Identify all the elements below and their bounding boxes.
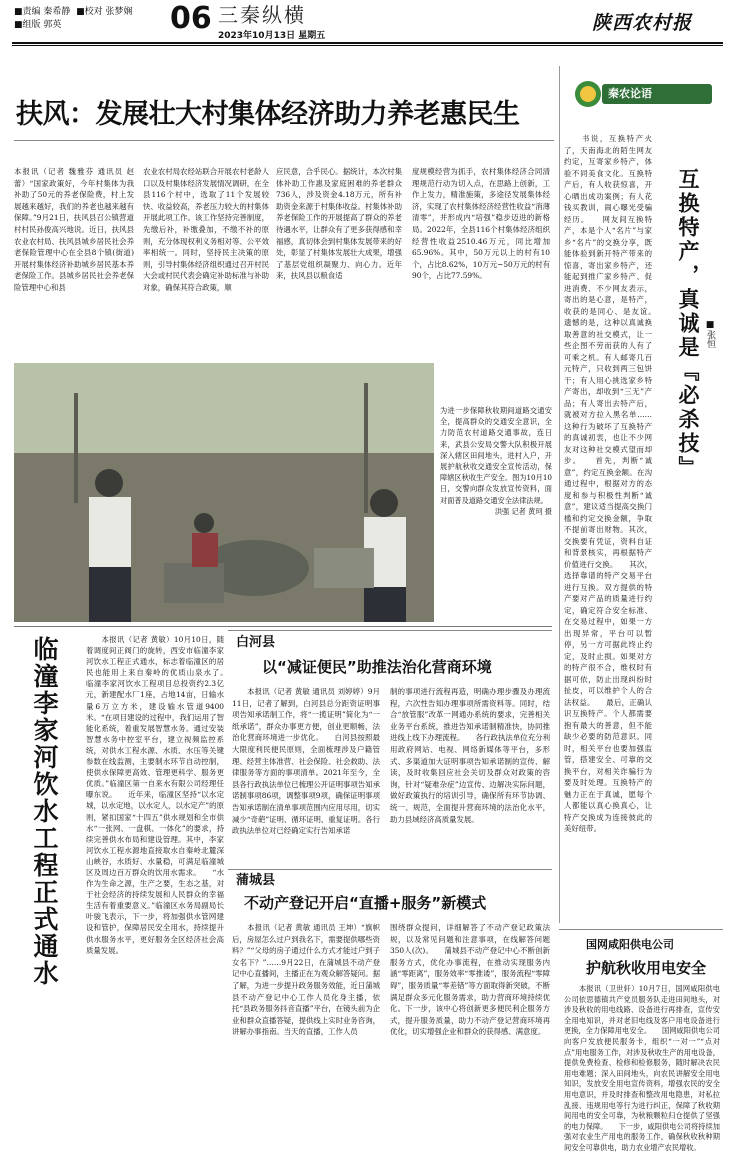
section-title: 三秦纵横 bbox=[218, 3, 306, 27]
lead-col-2: 农业农村局农经站联合开展农村老龄人口以及村集体经济发展情况调研，在全县116个村中，选取了11个发展较快、收益较高，养老压力较大的村集体开展此项工作。该工作坚持完善制度，先缴后补，补缴叠加，不缴不补的原则，充分体现权利义务相对等、公平效率相统一。同时，坚持民主决策的原则，引导村集体经济组织通过召开村民大会或村民代表会确定补助标准与补助对象，确保其符合政策，顺 bbox=[143, 167, 269, 292]
power-company: 国网咸阳供电公司 bbox=[586, 938, 674, 951]
power-topline bbox=[559, 929, 723, 930]
baihe-title: 以“减证便民”助推法治化营商环境 bbox=[262, 658, 492, 676]
column-logo bbox=[570, 78, 716, 110]
pucheng-col-1: 本报讯（记者 黄敏 通讯员 王坤）“旗帜后，房屋怎么过户到我名下，需要提供哪些资料？”“父母的房子通过什么方式才能过户到子女名下？”……9月22日，在蒲城县不动产登记中心直播间，主播正在为观众解答疑问。据了解，为进一步提升政务服务效能，近日蒲城县不动产登记中心工作人员化身主播，依托“县政务服务抖音直播”平台，在镜头前为企业和群众直播答疑，提供线上实时业务咨询，讲解办事指南。当天的直播，工作人员 bbox=[232, 923, 380, 1037]
photo-scene bbox=[14, 363, 434, 622]
power-title: 护航秋收用电安全 bbox=[586, 959, 707, 977]
masthead-rule-thin bbox=[12, 45, 723, 46]
pucheng-county: 蒲城县 bbox=[236, 873, 276, 888]
column-title: 互换特产，真诚是『必杀技』 bbox=[676, 168, 700, 480]
page-number: 06 bbox=[170, 1, 212, 36]
column-logo-text: 秦农论语 bbox=[608, 87, 652, 100]
pucheng-topline bbox=[228, 869, 552, 870]
masthead-rule bbox=[12, 42, 723, 44]
editor-credit: ■责编 秦希静 ■校对 张梦娴 bbox=[14, 7, 133, 17]
paper-name: 陕西农村报 bbox=[592, 12, 693, 34]
photo-caption bbox=[440, 405, 552, 615]
column-body: 书说，互换特产火了，天南海北的陌生网友约定，互寄家乡特产，体验不同美食文化。互换特产后，有人收获惊喜，开心晒出成功案例；有人花钱买教训，闹心曝光受骗经历。 网友间互换特产，本是个人“名片”与家乡“名片”的交换分享，既能体验到新开特产带来的惊喜，寄出家乡特产，还能起到推广家乡特产、促进消费、不少网友表示，寄出的是心意，是特产，收获的是同心、是友谊。 遗憾的是，这种以真诚换取善意的社交模式，让一些企图不劳而获的人有了可乘之机。有人邮寄几百元特产，只收到两三包饼干；有人用心挑选家乡特产寄出，却收到“三无”产品；有人寄出去特产后，就被对方拉入黑名单……这种行为破坏了互换特产的真诚初衷，也让不少网友对这种社交模式望而却步。 首先，判断“诚意”，约定互换金额。在沟通过程中，根据对方的态度和参与积极性判断“诚意”，建议适当提高交换门槛和约定交换金额，争取不提前寄出财物。其次，交换要有凭证，资料自证和背景核实，再根据特产价值进行交换。 其次，选择靠谱的特产交易平台进行互换。双方提供的特产要对产品的质量进行约定，确定符合安全标准、在交易过程中，如果一方出现异常，平台可以暂停，另一方可据此终止约定，及时止损。如果对方的特产很不合，维权时有据可依，防止出现纠纷时扯皮，可以维护个人的合法权益。 最后，正确认识互换特产。个人都需要抱有最大的善意，但不能缺少必要的防范意识。同时，相关平台也要加强监管，搭建安全、可靠的交换平台，对相关诈骗行为要及时处理。互换特产的魅力正在于真诚，愿每个人都能以真心换真心，让特产交换成为连接彼此的美好纽带。 bbox=[564, 134, 667, 833]
caption-credit: 洪强 记者 黄珂 摄 bbox=[494, 506, 552, 516]
baihe-col-1: 本报讯（记者 黄敏 通讯员 刘婷婷）9月11日，记者了解到，白河县总分距资证明事项告知承诺制工作，将“一揽证明”简化为“一纸承诺”，群众办事更方便，创业更顺畅，法治化营商环境进一步优化。 白河县按照最大限度利民便民原则，全面梳理涉及户籍管理、经营主体准营、社会保险、社会救助、法律服务等方面的事项清单。2021年至今，全县各行政执法单位已梳理公开证明事项告知承诺制事项86项，调整事项9项，确保证明事项告知承诺制在清单事项范围内应用尽用，切实减少“奇葩”证明、循环证明、重复证明。各行政执法单位对已经确定实行告知承诺 bbox=[232, 687, 380, 836]
issue-date: 2023年10月13日 星期五 bbox=[218, 31, 326, 41]
design-credit: ■组版 郭英 bbox=[14, 20, 62, 30]
baihe-county: 白河县 bbox=[236, 635, 276, 650]
pucheng-col-2: 围绕群众提问，详细解答了不动产登记政策法规，以及常见问题和注意事项，在线解答问题350人(次)。 蒲城县不动产登记中心不断创新服务方式，优化办事流程，在推动实现服务内涵“零距离”，服务效率“零推诿”，服务流程“零障碍”，服务质量“零差错”等方面取得新突破，不断满足群众多元化服务需求，助力营商环境持续优化。下一步，该中心将创新更多便民利企服务方式，提升服务质量，助力不动产登记营商环境再优化，切实增强企业和群众的获得感、满意度。 bbox=[390, 923, 550, 1037]
power-body: 本报讯（卫世轩）10月7日，国网咸阳供电公司依思德镇共产党员服务队走进田间地头，对涉及秋收的用电线路、设备进行再排查，宣传安全用电知识，并对老旧电线及客户用电设备进行更换，全力保障用电安全。 国网咸阳供电公司向客户发放便民服务卡，组织“一对一”“点对点”用电服务工作，对涉及秋收生产的用电设备，提供免费检查、检修和检修服务，随时解决农民用电难题；深入田间地头，向农民讲解安全用电知识，发放安全用电宣传资料，增强农民的安全用电意识，并及时排查和整改用电隐患，对私拉乱接、违规用电等行为进行纠正，保障了秋收期间用电的安全可靠，为秋粮颗粒归仓提供了坚强的电力保障。 下一步，咸阳供电公司将持续加强对农业生产用电的服务工作，确保秋收秋种期间安全可靠供电，助力农业增产农民增收。 bbox=[564, 984, 720, 1152]
baihe-topline bbox=[228, 630, 552, 631]
lintong-body: 本报讯（记者 黄敏）10月10日，随着调度间正阀门的旋转，西安市临潼李家河饮水工程正式通水，标志着临潼区的居民也能用上来自秦岭的优质山泉水了。 临潼李家河饮水工程项目总投资约2.3亿元，新建配水厂1座，占地14亩，日输水量6万立方米，建设输水管道9400米。“在项目建设的过程中，我们运用了智能化系统，着重发展智慧水务。通过安装智慧水务中控室平台，建立视频监控系统，对供水工程水源、水质、水压等关键参数在线监测，主要制水环节自动控制，使供水保障更高效、管理更科学、服务更优质。”临潼区第一自来水有限公司经理任曝东说。 近年来，临潼区坚持“以水定城，以水定地，以水定人，以水定产”的原则，紧扣国家“十四五”供水规划和全市供水“一张网、一盘棋、一体化”的要求，持续完善供水布局和建设管理。其中，李家河饮水工程水源地直接取水自秦岭北麓深山峡谷，水质好、水量稳，可满足临潼城区及周边百万群众的饮用水需求。 “水作为生命之源，生产之要，生态之基，对于社会经济的持续发展和人民群众的幸福生活有着重要意义。”临潼区水务局副局长叶骏飞表示，下一步，将加强供水管网建设和管护，保障居民安全用水，持续提升供水服务水平，更好服务全区经济社会高质量发展。 bbox=[86, 635, 239, 955]
lead-col-1: 本报讯（记者 魏雅芬 通讯员 赵蕾）“国家政策好，今年村集体为我补助了50元的养老保险费，村上发展越来越好，我们的养老也越来越有保障。”9月21日，扶风县召公镇营道村村民孙俊高兴地说。近日，扶风县农业农村局、扶风县城乡居民社会养老保险管理中心在全县8个镇(街道)开展村集体经济补助城乡居民基本养老保险工作。县城乡居民社会养老保险管理中心和县 bbox=[14, 167, 134, 292]
pucheng-title: 不动产登记开启“直播+服务”新模式 bbox=[244, 894, 487, 912]
news-photo bbox=[14, 363, 434, 622]
lead-headline: 扶风：发展壮大村集体经济助力养老惠民生 bbox=[16, 99, 520, 130]
lintong-title: 临潼李家河饮水工程正式通水 bbox=[30, 636, 59, 987]
lead-col-3: 应民意，合乎民心。据统计，本次村集体补助工作惠及家庭困难的养老群众736人，涉及资金4.18万元，所有补助资金来源于村集体收益。村集体补助养老保险工作的开展提高了群众的养老待遇水平，让群众有了更多获得感和幸福感，真切体会到村集体发展带来的好处，彰显了村集体发展壮大成果，增强了基层党组织凝聚力、向心力。近年来，扶风县以粮食适 bbox=[276, 167, 402, 281]
headline-rule bbox=[14, 140, 554, 141]
caption-text: 为进一步保障秋收期间道路交通安全，提高群众的交通安全意识，全力防范农村道路交通事故，连日来，武县公安局交警大队积极开展深入辖区田间地头，进村入户，开展护航秋收交通安全宣传活动，保障辖区秋收生产安全。图为10月10日，交警向群众发放宣传资料，面对面普及道路交通安全法律法规。 bbox=[440, 406, 552, 505]
baihe-col-2: 制的事项进行流程再造，明确办理步骤及办理流程，六次性告知办理事项所需资料等。同时，结合“放管服”改革一网通办系统的要求，完善相关业务平台系统，推进告知承诺制精准快，协同推进线上线下办理流程。 各行政执法单位充分利用政府网站、电视、网络新媒体等平台，多形式、多渠道加大证明事项告知承诺制的宣传、解读，及时收集回应社会关切及群众对政策的咨询，针对“疑难杂症”边宣传、边解决实际问题，做好政策执行的培训引导，确保所有环节协调、统一、规范，全面提升营商环境的法治化水平，助力县域经济高质量发展。 bbox=[390, 687, 550, 824]
lead-col-4: 度规模经营为抓手，农村集体经济合同清理规范行动为切入点，在思路上创新，工作上发力，精准施策，多途径发展集体经济，实现了农村集体经济经营性收益“消薄清零”，并形成内“培强”稳步迈进的新格局。2022年，全县116个村集体经济组织经营性收益2510.46万元，同比增加65.96%。其中，50万元以上的村有10个，占比8.62%，10万元~50万元的村有90个，占比77.59%。 bbox=[412, 167, 550, 281]
column-author: ■张恒 bbox=[705, 320, 715, 348]
lower-divider bbox=[14, 626, 552, 627]
